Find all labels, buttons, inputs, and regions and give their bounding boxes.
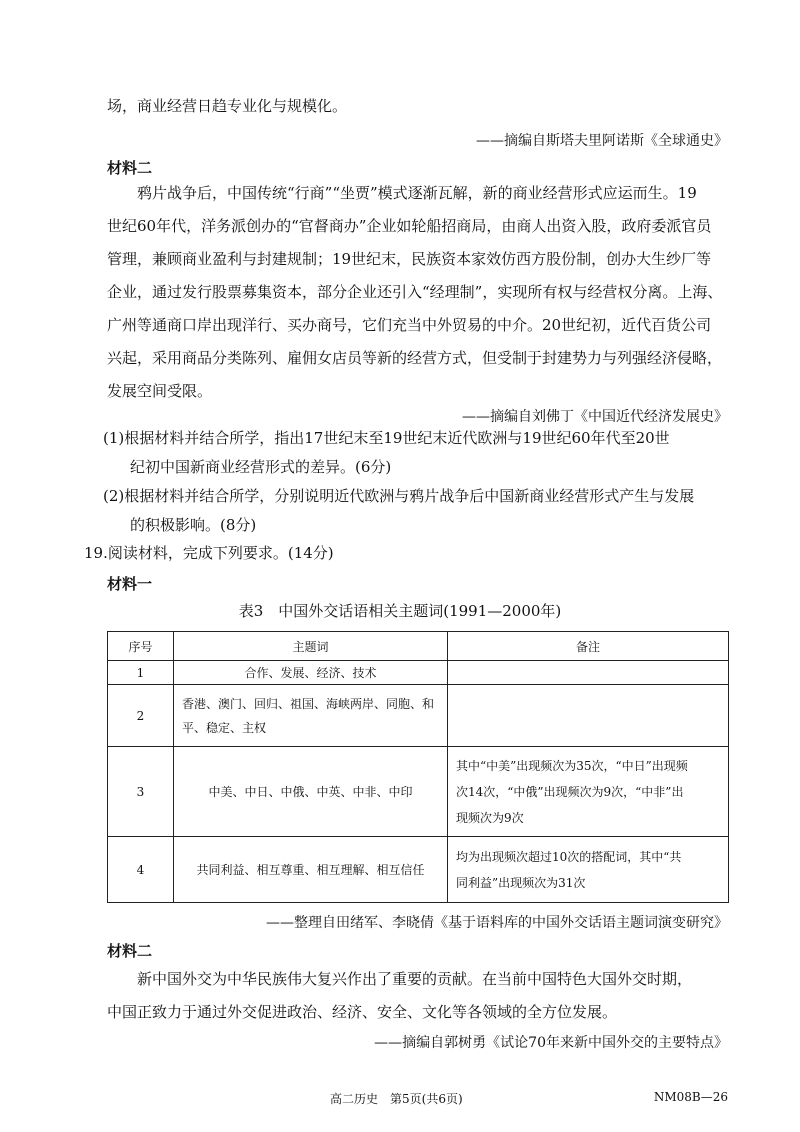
- question-19: 19.阅读材料，完成下列要求。(14分): [84, 544, 334, 562]
- row-no: 3: [108, 747, 174, 837]
- topic-words-table: [107, 631, 729, 903]
- note-line: 同利益”出现频次为31次: [456, 875, 586, 890]
- row-note: [448, 837, 729, 903]
- row-no: 4: [108, 837, 174, 903]
- source-citation-2: ——摘编自刘佛丁《中国近代经济发展史》: [462, 409, 728, 425]
- material-2-paragraph: [107, 177, 729, 408]
- row-note: [448, 661, 729, 685]
- note-line: 次14次，“中俄”出现频次为9次，“中非”出: [456, 784, 684, 799]
- topic-line: 平、稳定、主权: [182, 720, 267, 735]
- table-row: [108, 685, 729, 747]
- material-1-heading: 材料一: [107, 575, 153, 593]
- row-note: [448, 747, 729, 837]
- footer-code: NM08B—26: [653, 1090, 728, 1104]
- material-2b-paragraph: [107, 963, 729, 1029]
- question-1-line-1: (1)根据材料并结合所学，指出17世纪末至19世纪末近代欧洲与19世纪60年代至20世: [103, 429, 670, 447]
- row-note: [448, 685, 729, 747]
- material-2-heading: 材料二: [107, 159, 153, 177]
- paragraph-line: 鸦片战争后，中国传统“行商”“坐贾”模式逐渐瓦解，新的商业经营形式应运而生。19: [137, 184, 697, 202]
- header-note: 备注: [448, 632, 729, 661]
- paragraph-line: 广州等通商口岸出现洋行、买办商号，它们充当中外贸易的中介。20世纪初，近代百货公司: [107, 316, 712, 334]
- table-caption: 表3 中国外交话语相关主题词(1991—2000年): [238, 602, 562, 620]
- row-topic: 中美、中日、中俄、中英、中非、中印: [174, 747, 448, 837]
- source-citation-1: ——摘编自斯塔夫里阿诺斯《全球通史》: [476, 133, 728, 149]
- note-line: 现频次为9次: [456, 810, 524, 825]
- row-topic: 共同利益、相互尊重、相互理解、相互信任: [174, 837, 448, 903]
- question-2-line-2: 的积极影响。(8分): [130, 516, 257, 534]
- paragraph-line: 世纪60年代，洋务派创办的“官督商办”企业如轮船招商局，由商人出资入股，政府委派官员: [107, 217, 712, 235]
- header-topic: 主题词: [174, 632, 448, 661]
- source-citation-3: ——整理自田绪军、李晓倩《基于语料库的中国外交话语主题词演变研究》: [266, 915, 728, 931]
- material-2b-heading: 材料二: [107, 942, 153, 960]
- paragraph-line: 企业，通过发行股票募集资本，部分企业还引入“经理制”，实现所有权与经营权分离。上海、: [107, 283, 723, 301]
- paragraph-line: 兴起，采用商品分类陈列、雇佣女店员等新的经营方式，但受制于封建势力与列强经济侵略，: [107, 349, 723, 367]
- row-topic: [174, 685, 448, 747]
- footer-page-number: 高二历史 第5页(共6页): [330, 1092, 463, 1106]
- note-line: 其中“中美”出现频次为35次，“中日”出现频: [456, 758, 688, 773]
- continued-line: 场，商业经营日趋专业化与规模化。: [107, 97, 348, 115]
- topic-line: 香港、澳门、回归、祖国、海峡两岸、同胞、和: [182, 696, 435, 711]
- paragraph-line: 中国正致力于通过外交促进政治、经济、安全、文化等各领域的全方位发展。: [107, 1003, 618, 1021]
- row-no: 1: [108, 661, 174, 685]
- question-1-line-2: 纪初中国新商业经营形式的差异。(6分): [130, 458, 392, 476]
- note-line: 均为出现频次超过10次的搭配词，其中“共: [456, 849, 682, 864]
- paragraph-line: 新中国外交为中华民族伟大复兴作出了重要的贡献。在当前中国特色大国外交时期，: [137, 970, 693, 988]
- row-topic: 合作、发展、经济、技术: [174, 661, 448, 685]
- table-row: [108, 661, 729, 685]
- question-2-line-1: (2)根据材料并结合所学，分别说明近代欧洲与鸦片战争后中国新商业经营形式产生与发展: [103, 487, 695, 505]
- table-row: [108, 747, 729, 837]
- table-header-row: [108, 632, 729, 661]
- paragraph-line: 管理，兼顾商业盈利与封建规制；19世纪末，民族资本家效仿西方股份制，创办大生纱厂等: [107, 250, 712, 268]
- header-no: 序号: [108, 632, 174, 661]
- table-row: [108, 837, 729, 903]
- paragraph-line: 发展空间受限。: [107, 382, 213, 400]
- row-no: 2: [108, 685, 174, 747]
- source-citation-4: ——摘编自郭树勇《试论70年来新中国外交的主要特点》: [374, 1035, 728, 1051]
